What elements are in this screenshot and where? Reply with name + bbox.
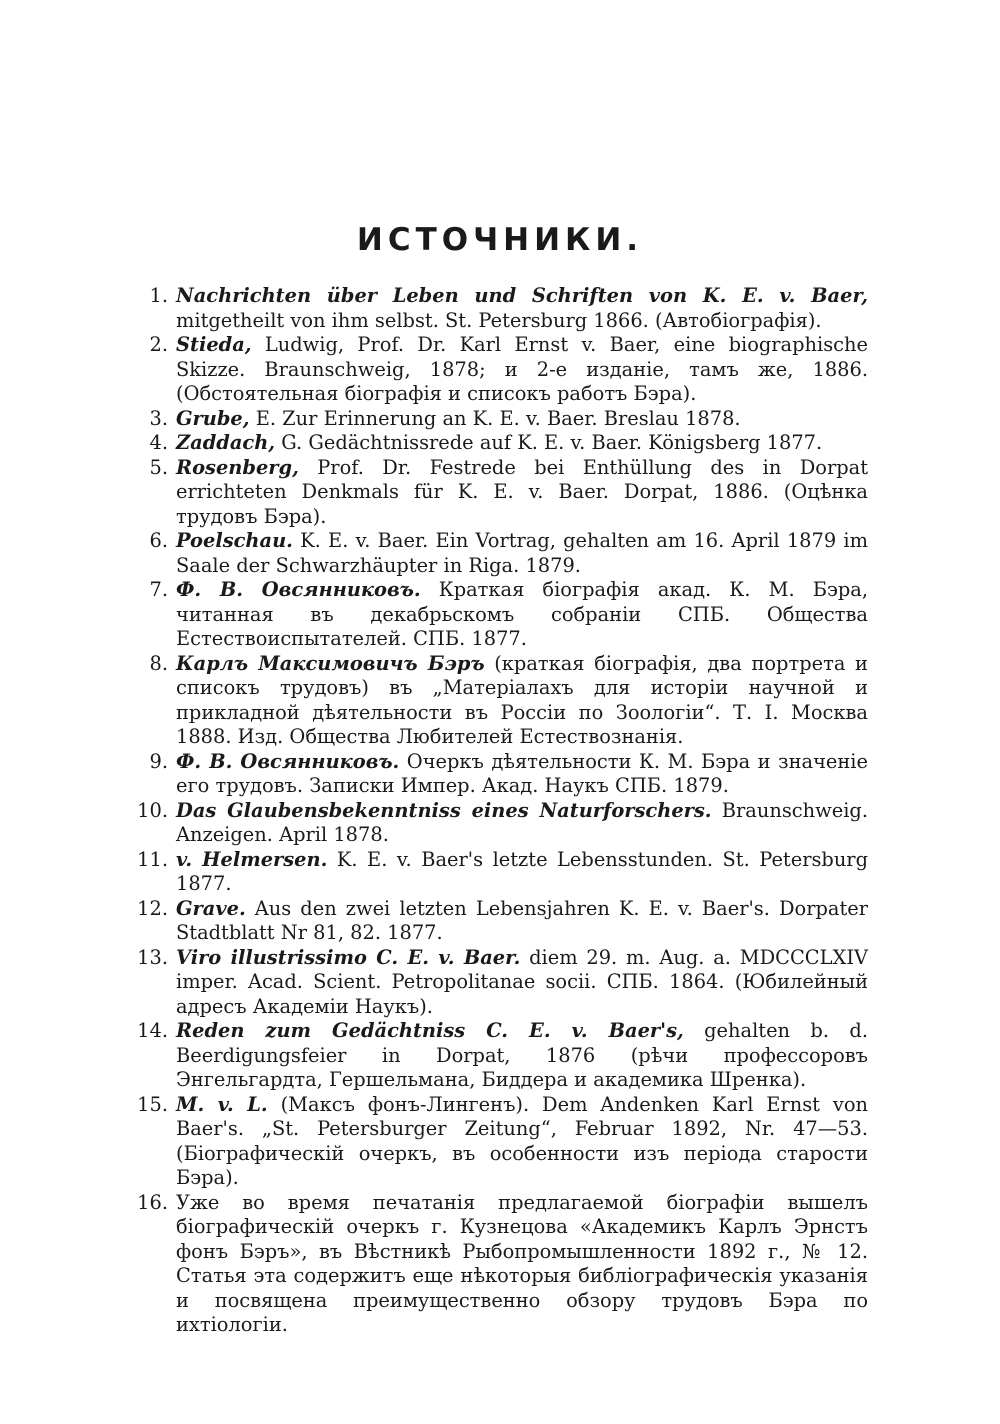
item-author: Nachrichten über Leben und Schriften von K. E. v. Baer,: [176, 284, 868, 307]
item-number: 11.: [137, 847, 168, 871]
item-author: M. v. L.: [176, 1092, 268, 1116]
item-number: 15.: [137, 1092, 168, 1116]
item-number: 14.: [137, 1019, 168, 1042]
item-number: 4.: [149, 431, 168, 454]
item-citation: G. Gedächtnissrede auf K. E. v. Baer. Königsberg 1877.: [275, 431, 823, 454]
list-item: [128, 799, 868, 848]
item-number: 5.: [149, 455, 168, 479]
item-text: [176, 431, 868, 456]
list-item: [128, 333, 868, 407]
item-text: [176, 1191, 868, 1338]
item-citation: diem 29. m. Aug. a. MDCCCLXIV imper. Acad. Scient. Petropolitanae socii. СПБ. 1864. (Юбилейный адресъ Академіи Наукъ).: [176, 945, 868, 1018]
item-author: Ф. В. Овсянниковъ.: [176, 749, 400, 773]
item-citation: Ludwig, Prof. Dr. Karl Ernst v. Baer, eine biographische Skizze. Braunschweig, 1878; и 2-е изданіе, тамъ же, 1886. (Обстоятельная біографія и списокъ работъ Бэра).: [176, 333, 868, 405]
item-author: Rosenberg,: [176, 455, 299, 479]
item-citation: Braunschweig. Anzeigen. April 1878.: [176, 798, 868, 846]
item-citation: Уже во время печатанія предлагаемой біографіи вышелъ біографическій очеркъ г. Кузнецова «Академикъ Карлъ Эрнстъ фонъ Бэръ», въ Вѣстникѣ Рыбопромышленности 1892 г., № 12. Статья эта содержитъ еще нѣкоторыя библіографическія указанія и посвящена преимущественно обзору трудовъ Бэра по ихтіологіи.: [176, 1190, 868, 1336]
item-author: Poelschau.: [176, 529, 293, 552]
item-number: 8.: [149, 651, 168, 675]
item-citation: gehalten b. d. Beerdigungsfeier in Dorpat, 1876 (рѣчи профессоровъ Энгельгардта, Гершельмана, Биддера и академика Шренка).: [176, 1019, 868, 1091]
list-item: [128, 456, 868, 530]
item-text: [176, 333, 868, 407]
item-text: [176, 652, 868, 750]
item-author: Stieda,: [176, 333, 252, 356]
list-item: [128, 431, 868, 456]
item-author: v. Helmersen.: [176, 847, 328, 871]
item-citation: (краткая біографія, два портрета и списокъ трудовъ) въ „Матеріалахъ для исторіи научной и прикладной дѣятельности въ Россіи по Зоологіи“. Т. I. Москва 1888. Изд. Общества Любителей Естествознанія.: [176, 651, 868, 748]
item-author: Reden zum Gedächtniss C. E. v. Baer's,: [176, 1019, 684, 1042]
item-text: [176, 750, 868, 799]
item-number: 1.: [149, 284, 168, 307]
item-author: Zaddach,: [176, 431, 276, 454]
item-text: [176, 946, 868, 1020]
sources-list: [128, 284, 868, 1338]
item-author: Карлъ Максимовичъ Бэръ: [176, 651, 485, 675]
item-number: 13.: [137, 945, 168, 969]
item-text: [176, 456, 868, 530]
item-number: 16.: [137, 1190, 168, 1214]
item-citation: K. E. v. Baer's letzte Lebensstunden. St. Petersburg 1877.: [176, 847, 868, 895]
item-author: Viro illustrissimo C. E. v. Baer.: [176, 945, 521, 969]
item-text: [176, 529, 868, 578]
list-item: [128, 750, 868, 799]
item-text: [176, 799, 868, 848]
item-author: Grave.: [176, 896, 246, 920]
item-text: [176, 1093, 868, 1191]
item-text: [176, 897, 868, 946]
list-item: [128, 897, 868, 946]
item-author: Grube,: [176, 406, 250, 430]
item-citation: Prof. Dr. Festrede bei Enthüllung des in Dorpat errichteten Denkmals für K. E. v. Baer. Dorpat, 1886. (Оцѣнка трудовъ Бэра).: [176, 455, 868, 528]
list-item: [128, 407, 868, 432]
item-number: 2.: [149, 333, 168, 356]
item-citation: mitgetheilt von ihm selbst. St. Petersburg 1866. (Автобіографія).: [176, 308, 822, 332]
item-citation: E. Zur Erinnerung an K. E. v. Baer. Breslau 1878.: [249, 406, 741, 430]
item-text: [176, 848, 868, 897]
item-text: [176, 578, 868, 652]
item-number: 7.: [149, 578, 168, 601]
list-item: [128, 1019, 868, 1093]
list-item: [128, 529, 868, 578]
item-citation: Краткая біографія акад. К. М. Бэра, читанная въ декабрьскомъ собраніи СПБ. Общества Естествоиспытателей. СПБ. 1877.: [176, 578, 868, 650]
item-author: Ф. В. Овсянниковъ.: [176, 578, 421, 601]
item-text: [176, 1019, 868, 1093]
item-number: 3.: [149, 406, 168, 430]
item-citation: (Максъ фонъ-Лингенъ). Dem Andenken Karl Ernst von Baer's. „St. Petersburger Zeitung“, Februar 1892, Nr. 47—53. (Біографическій очеркъ, въ особенности изъ періода старости Бэра).: [176, 1092, 869, 1189]
page-title: ИСТОЧНИКИ.: [356, 222, 644, 258]
item-citation: Aus den zwei letzten Lebensjahren K. E. v. Baer's. Dorpater Stadtblatt Nr 81, 82. 1877.: [176, 896, 868, 944]
list-item: [128, 578, 868, 652]
item-number: 12.: [137, 896, 168, 920]
item-text: [176, 407, 868, 432]
item-text: [176, 284, 868, 333]
item-number: 10.: [137, 798, 168, 822]
list-item: [128, 284, 868, 333]
list-item: [128, 1191, 868, 1338]
list-item: [128, 652, 868, 750]
item-author: Das Glaubensbekenntniss eines Naturforschers.: [176, 798, 712, 822]
list-item: [128, 848, 868, 897]
item-number: 6.: [149, 529, 168, 552]
list-item: [128, 1093, 868, 1191]
item-number: 9.: [149, 749, 168, 773]
list-item: [128, 946, 868, 1020]
item-citation: Очеркъ дѣятельности К. М. Бэра и значеніе его трудовъ. Записки Импер. Акад. Наукъ СПБ. 1879.: [176, 749, 868, 797]
item-citation: K. E. v. Baer. Ein Vortrag, gehalten am 16. April 1879 im Saale der Schwarzhäupter in Riga. 1879.: [176, 529, 868, 577]
